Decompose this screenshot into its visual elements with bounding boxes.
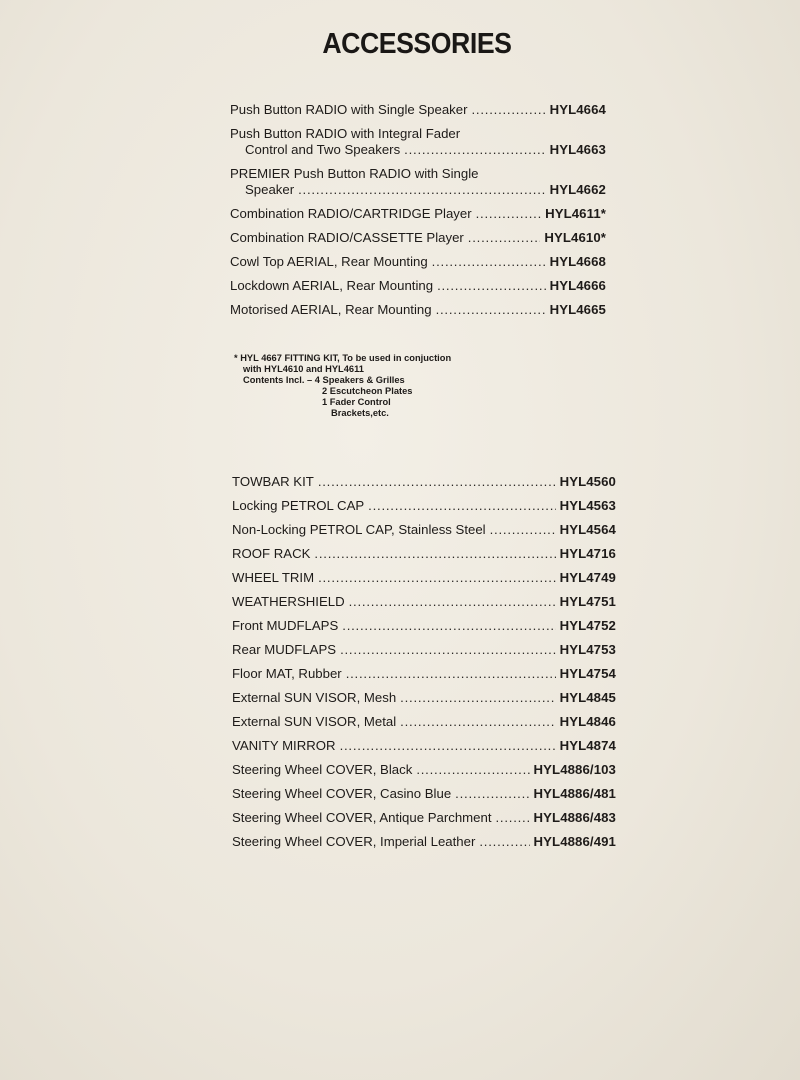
list-item — [230, 254, 606, 270]
list-item — [232, 810, 616, 826]
dot-leader — [340, 738, 556, 754]
item-description: Steering Wheel COVER, Imperial Leather — [232, 834, 476, 849]
fitting-kit-note — [234, 353, 451, 419]
part-number: HYL4663 — [549, 142, 606, 157]
item-description: VANITY MIRROR — [232, 738, 336, 753]
item-description-cont: Speaker — [245, 182, 295, 197]
item-description: Motorised AERIAL, Rear Mounting — [230, 302, 432, 317]
part-number: HYL4665 — [549, 302, 606, 317]
part-number: HYL4662 — [549, 182, 606, 197]
part-number: HYL4666 — [549, 278, 606, 293]
dot-leader — [346, 666, 556, 682]
dot-leader — [476, 206, 541, 222]
item-description: Cowl Top AERIAL, Rear Mounting — [230, 254, 428, 269]
part-number: HYL4749 — [559, 570, 616, 585]
item-description: WEATHERSHIELD — [232, 594, 345, 609]
list-item — [230, 206, 606, 222]
part-number: HYL4716 — [559, 546, 616, 561]
list-item — [232, 546, 616, 562]
dot-leader — [490, 522, 556, 538]
part-number: HYL4563 — [559, 498, 616, 513]
item-description: Steering Wheel COVER, Black — [232, 762, 413, 777]
item-description: Front MUDFLAPS — [232, 618, 339, 633]
note-line: Contents Incl. – 4 Speakers & Grilles — [243, 375, 405, 385]
part-number: HYL4845 — [559, 690, 616, 705]
item-description: Locking PETROL CAP — [232, 498, 365, 513]
list-item — [232, 570, 616, 586]
dot-leader — [298, 182, 545, 198]
item-description: TOWBAR KIT — [232, 474, 314, 489]
item-description-cont: Control and Two Speakers — [245, 142, 401, 157]
list-item — [230, 230, 606, 246]
dot-leader — [436, 302, 546, 318]
item-description: Steering Wheel COVER, Casino Blue — [232, 786, 452, 801]
note-line: 2 Escutcheon Plates — [322, 386, 413, 396]
list-item — [232, 666, 616, 682]
item-description: Rear MUDFLAPS — [232, 642, 337, 657]
dot-leader — [472, 102, 546, 118]
dot-leader — [318, 474, 556, 490]
dot-leader — [495, 810, 529, 826]
list-item — [232, 498, 616, 514]
list-item — [232, 642, 616, 658]
part-number: HYL4564 — [559, 522, 616, 537]
list-item — [230, 126, 606, 158]
list-item — [232, 786, 616, 802]
part-number: HYL4751 — [559, 594, 616, 609]
item-description: Floor MAT, Rubber — [232, 666, 342, 681]
part-number: HYL4664 — [549, 102, 606, 117]
dot-leader — [468, 230, 541, 246]
item-description: Push Button RADIO with Single Speaker — [230, 102, 468, 117]
part-number: HYL4611* — [545, 206, 606, 221]
item-description: ROOF RACK — [232, 546, 311, 561]
part-number: HYL4752 — [559, 618, 616, 633]
dot-leader — [314, 546, 555, 562]
part-number: HYL4846 — [559, 714, 616, 729]
dot-leader — [437, 278, 546, 294]
item-description: WHEEL TRIM — [232, 570, 315, 585]
list-item — [232, 738, 616, 754]
dot-leader — [416, 762, 529, 778]
dot-leader — [404, 142, 545, 158]
list-item — [232, 594, 616, 610]
dot-leader — [432, 254, 546, 270]
note-line: 1 Fader Control — [322, 397, 391, 407]
page-title: ACCESSORIES — [322, 28, 512, 60]
note-line: Brackets,etc. — [331, 408, 389, 418]
item-description: External SUN VISOR, Mesh — [232, 690, 397, 705]
list-item — [232, 834, 616, 850]
item-description: PREMIER Push Button RADIO with Single — [230, 166, 479, 181]
part-number: HYL4886/481 — [533, 786, 616, 801]
dot-leader — [400, 714, 555, 730]
item-description: Lockdown AERIAL, Rear Mounting — [230, 278, 434, 293]
list-item — [230, 166, 606, 198]
item-description: Combination RADIO/CASSETTE Player — [230, 230, 464, 245]
part-number: HYL4886/491 — [533, 834, 616, 849]
dot-leader — [400, 690, 555, 706]
item-description: External SUN VISOR, Metal — [232, 714, 397, 729]
part-number: HYL4886/103 — [533, 762, 616, 777]
list-item — [232, 474, 616, 490]
part-number: HYL4668 — [549, 254, 606, 269]
part-number: HYL4560 — [559, 474, 616, 489]
item-description: Steering Wheel COVER, Antique Parchment — [232, 810, 492, 825]
note-line: * HYL 4667 FITTING KIT, To be used in conjuction — [234, 353, 452, 363]
part-number: HYL4886/483 — [533, 810, 616, 825]
item-description: Combination RADIO/CARTRIDGE Player — [230, 206, 472, 221]
dot-leader — [368, 498, 555, 514]
item-description: Non-Locking PETROL CAP, Stainless Steel — [232, 522, 486, 537]
part-number: HYL4610* — [544, 230, 606, 245]
accessory-list — [232, 474, 616, 858]
list-item — [232, 690, 616, 706]
list-item — [232, 618, 616, 634]
radio-list — [230, 102, 606, 326]
dot-leader — [318, 570, 556, 586]
dot-leader — [479, 834, 529, 850]
list-item — [230, 302, 606, 318]
note-line: with HYL4610 and HYL4611 — [243, 364, 364, 374]
list-item — [232, 522, 616, 538]
part-number: HYL4874 — [559, 738, 616, 753]
part-number: HYL4754 — [559, 666, 616, 681]
dot-leader — [349, 594, 556, 610]
list-item — [230, 278, 606, 294]
list-item — [230, 102, 606, 118]
list-item — [232, 714, 616, 730]
dot-leader — [455, 786, 529, 802]
part-number: HYL4753 — [559, 642, 616, 657]
dot-leader — [342, 618, 555, 634]
item-description: Push Button RADIO with Integral Fader — [230, 126, 461, 141]
dot-leader — [340, 642, 556, 658]
list-item — [232, 762, 616, 778]
